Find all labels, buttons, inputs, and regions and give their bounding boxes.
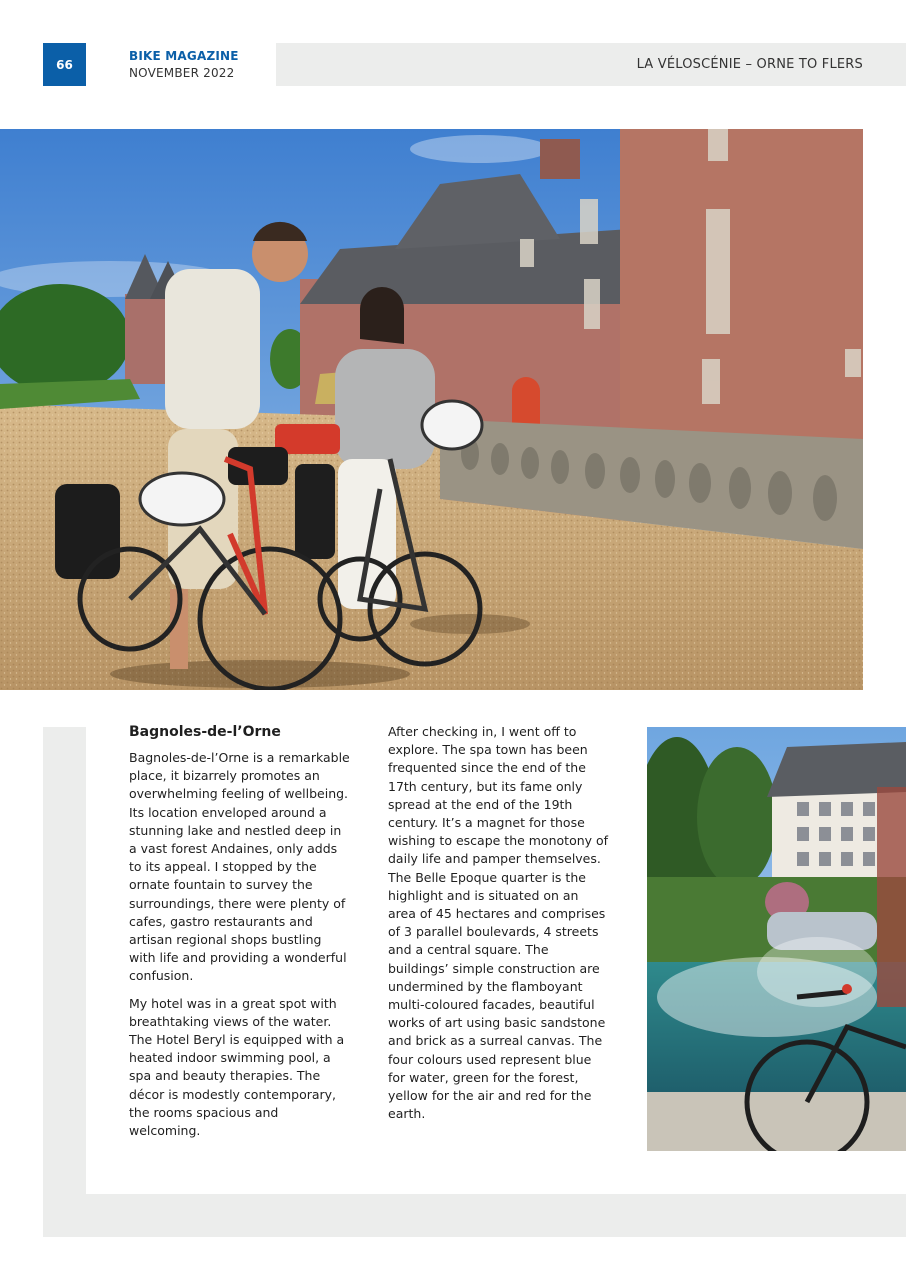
page-number-badge: 66 bbox=[43, 43, 86, 86]
side-photo bbox=[647, 727, 906, 1151]
article-column-2 bbox=[388, 723, 610, 1132]
section-title: LA VÉLOSCÉNIE – ORNE TO FLERS bbox=[636, 57, 863, 72]
paragraph: My hotel was in a great spot with breathtaking views of the water. The Hotel Beryl is equipped with a heated indoor swimming pool, a spa and beauty therapies. The décor is modestly contemporary, the rooms spacious and welcoming. bbox=[129, 995, 345, 1139]
section-header-bar bbox=[276, 43, 906, 86]
hero-photo bbox=[0, 129, 863, 690]
article-column-1 bbox=[129, 723, 351, 1149]
footer-grey-bar bbox=[86, 1194, 906, 1237]
issue-date: NOVEMBER 2022 bbox=[129, 66, 235, 80]
paragraph: After checking in, I went off to explore. The spa town has been frequented since the end of the 17th century, but its fame only spread at the end of the 19th century. It’s a magnet for those wishing to escape the monotony of daily life and pamper themselves. The Belle Epoque quarter is the highlight and is situated on an area of 45 hectares and comprises of 3 parallel boulevards, 4 streets and a central square. The buildings’ simple construction are undermined by the flamboyant multi-coloured facades, beautiful works of art using basic sandstone and brick as a surreal canvas. The four colours used represent blue for water, green for the forest, yellow for the air and red for the earth. bbox=[388, 724, 609, 1122]
left-grey-rule bbox=[43, 727, 86, 1237]
paragraph: Bagnoles-de-l’Orne is a remarkable place, it bizarrely promotes an overwhelming feeling of wellbeing. Its location enveloped around a stunning lake and nestled deep in a vast forest Andaines, only adds to its appeal. I stopped by the ornate fountain to survey the surroundings, there were plenty of cafes, gastro restaurants and artisan regional shops bustling with life and providing a wonderful confusion. bbox=[129, 750, 350, 984]
article-heading: Bagnoles-de-l’Orne bbox=[129, 724, 281, 740]
magazine-name: BIKE MAGAZINE bbox=[129, 49, 239, 63]
